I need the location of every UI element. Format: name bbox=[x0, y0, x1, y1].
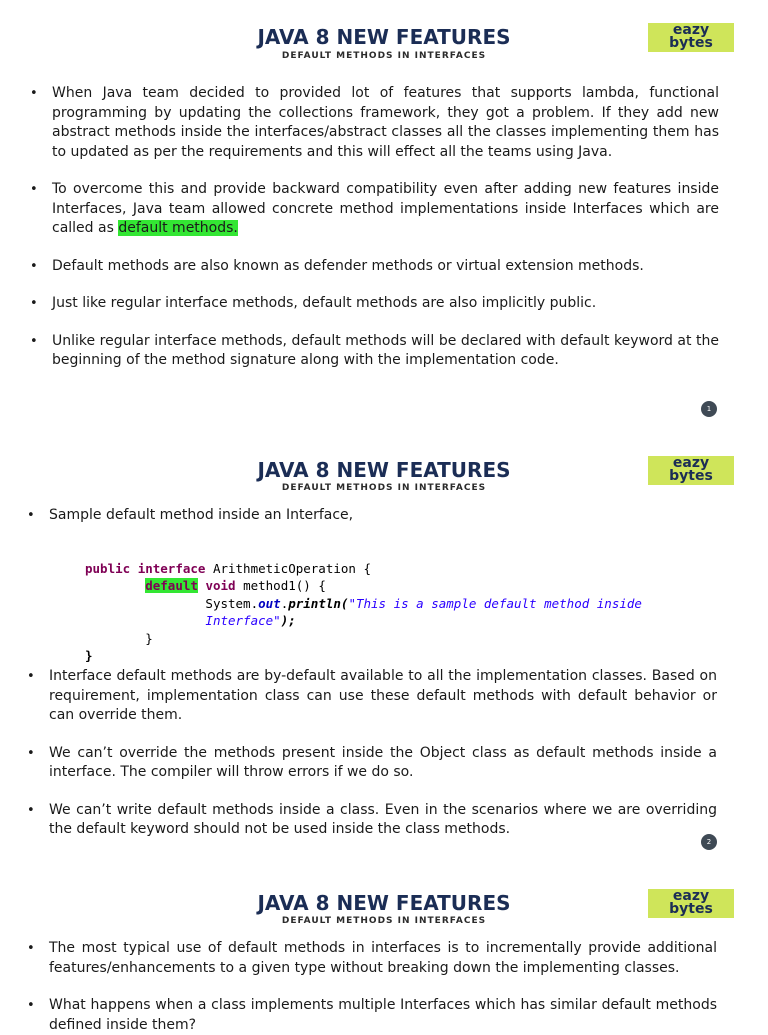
bullet-item: • The most typical use of default methods in interfaces is to incrementally provide additional features/enhancements to a given type without breaking down the implementing classes. bbox=[49, 939, 717, 978]
bullet-item: • What happens when a class implements multiple Interfaces which has similar default methods defined inside them? bbox=[49, 996, 717, 1035]
bullet-item: • We can’t override the methods present inside the Object class as default methods inside a interface. The compiler will throw errors if we do so. bbox=[49, 744, 717, 783]
slide-title: JAVA 8 NEW FEATURES bbox=[257, 25, 511, 49]
highlighted-term: default methods. bbox=[118, 220, 238, 236]
bullet-item: • Sample default method inside an Interface, bbox=[49, 506, 717, 526]
logo-line1: eazy bbox=[672, 455, 710, 471]
slide-title: JAVA 8 NEW FEATURES bbox=[257, 891, 511, 915]
code-text: System. bbox=[205, 595, 259, 611]
bullet-item: • Default methods are also known as defender methods or virtual extension methods. bbox=[52, 257, 719, 277]
slide-subtitle: DEFAULT METHODS IN INTERFACES bbox=[281, 483, 487, 493]
logo-line1: eazy bbox=[672, 22, 710, 38]
code-text: ArithmeticOperation { bbox=[212, 560, 371, 576]
page-number-badge: 1 bbox=[701, 401, 717, 417]
logo-line2: bytes bbox=[669, 35, 713, 51]
bullet-item: • Unlike regular interface methods, default methods will be declared with default keyword at the beginning of the method signature along with the implementation code. bbox=[52, 332, 719, 371]
page-number-badge: 2 bbox=[701, 834, 717, 850]
code-keyword: interface bbox=[137, 560, 206, 576]
logo-line2: bytes bbox=[669, 468, 713, 484]
code-keyword-highlighted: default bbox=[145, 578, 198, 593]
bullet-list bbox=[49, 939, 717, 1035]
code-keyword: void bbox=[205, 578, 236, 593]
bullet-item: • Interface default methods are by-default available to all the implementation classes. Based on requirement, implementation class can use these default methods with default behavior or can override them. bbox=[49, 667, 717, 726]
logo-line1: eazy bbox=[672, 888, 710, 904]
bullet-item: • We can’t write default methods inside a class. Even in the scenarios where we are overriding the default keyword should not be used inside the class methods. bbox=[49, 801, 717, 840]
code-text: ); bbox=[280, 613, 296, 628]
eazybytes-logo bbox=[648, 889, 734, 918]
bullet-item: • Just like regular interface methods, default methods are also implicitly public. bbox=[52, 294, 719, 314]
slide-title: JAVA 8 NEW FEATURES bbox=[257, 458, 511, 482]
code-field: out bbox=[258, 595, 281, 611]
bullet-item: • When Java team decided to provided lot of features that supports lambda, functional programming by updating the collections framework, they got a problem. If they add new abstract methods inside the interfaces/abstract classes all the classes implementing them has to updated as per the requirements and this will effect all the teams using Java. bbox=[52, 84, 719, 162]
slide-subtitle: DEFAULT METHODS IN INTERFACES bbox=[281, 51, 487, 61]
code-text: . bbox=[280, 595, 289, 611]
slide-subtitle: DEFAULT METHODS IN INTERFACES bbox=[281, 916, 487, 926]
bullet-text: To overcome this and provide backward compatibility even after adding new features inside Interfaces, Java team allowed concrete method implementations inside Interfaces which are called as bbox=[52, 181, 719, 236]
code-text: } bbox=[85, 648, 93, 663]
code-string: "This is a sample default method inside bbox=[348, 595, 642, 611]
code-method: println( bbox=[288, 595, 349, 611]
code-keyword: public bbox=[85, 560, 131, 576]
code-text: } bbox=[145, 630, 153, 646]
code-string: Interface" bbox=[205, 613, 281, 628]
code-text: method1() { bbox=[243, 578, 326, 593]
logo-line2: bytes bbox=[669, 901, 713, 917]
